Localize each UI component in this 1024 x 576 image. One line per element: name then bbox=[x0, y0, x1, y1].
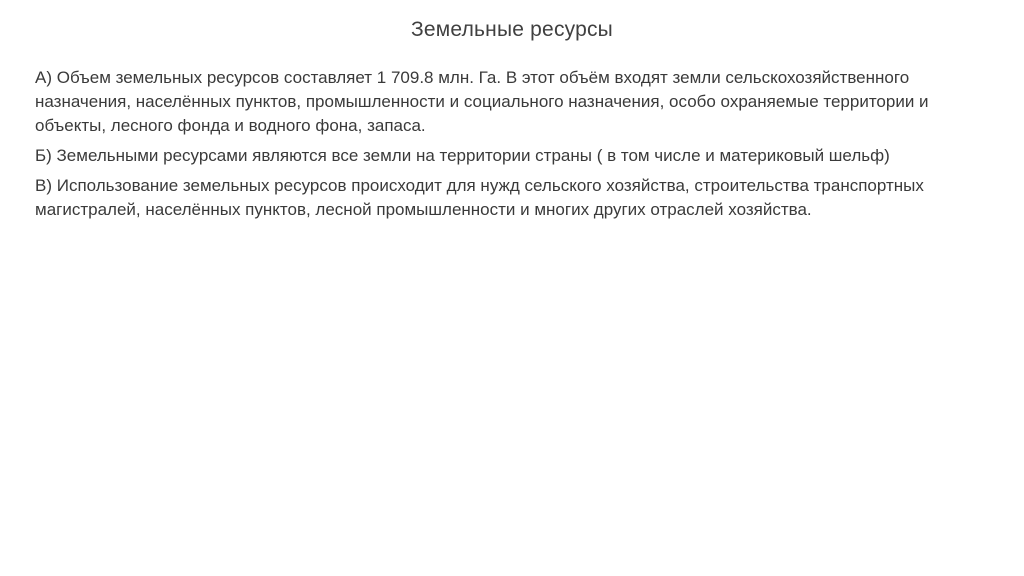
slide-content bbox=[35, 66, 995, 228]
paragraph-c: В) Использование земельных ресурсов происходит для нужд сельского хозяйства, строительства транспортных магистралей, населённых пунктов, лесной промышленности и многих других отраслей хозяйства. bbox=[35, 176, 924, 219]
paragraph-a: А) Объем земельных ресурсов составляет 1 709.8 млн. Га. В этот объём входят земли сельскохозяйственного назначения, населённых пунктов, промышленности и социального назначения, особо охраняемые территории и объекты, лесного фонда и водного фона, запаса. bbox=[35, 68, 929, 135]
slide-title: Земельные ресурсы bbox=[411, 18, 613, 41]
paragraph-b: Б) Земельными ресурсами являются все земли на территории страны ( в том числе и материковый шельф) bbox=[35, 146, 890, 165]
